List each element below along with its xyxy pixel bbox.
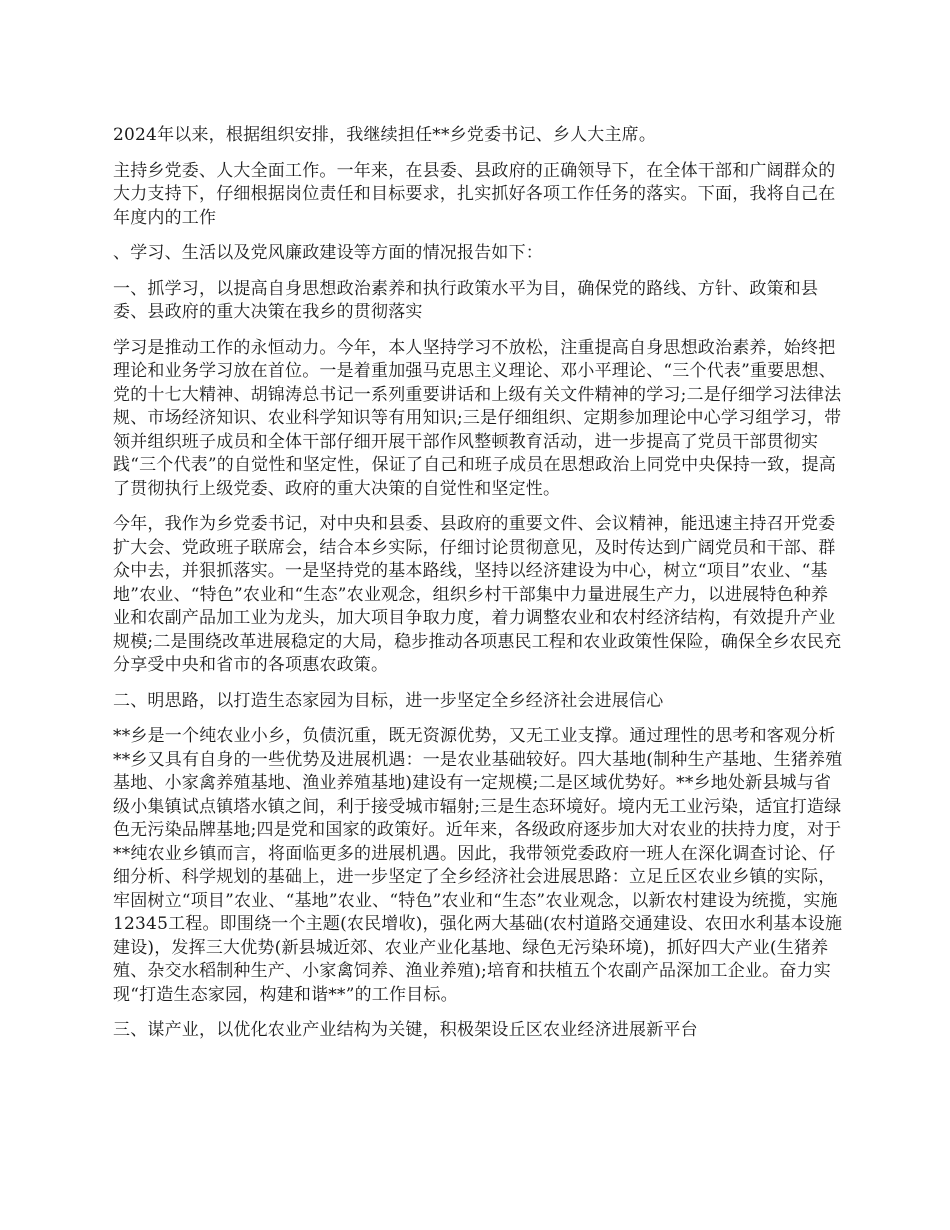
paragraph-overview-continued: 、学习、生活以及党风廉政建设等方面的情况报告如下： <box>113 243 543 263</box>
paragraph-study: 学习是推动工作的永恒动力。今年，本人坚持学习不放松，注重提高自身思想政治素养，始终把理论和业务学习放在首位。一是着重加强马克思主义理论、邓小平理论、“三个代表”重要思想、党的十七大精神、胡锦涛总书记一系列重要讲话和上级有关文件精神的学习;二是仔细学习法律法规、市场经济知识、农业科学知识等有用知识;三是仔细组织、定期参加理论中心学习组学习，带领并组织班子成员和全体干部仔细开展干部作风整顿教育活动，进一步提高了党员干部贯彻实践“三个代表”的自觉性和坚定性，保证了自己和班子成员在思想政治上同党中央保持一致，提高了贯彻执行上级党委、政府的重大决策的自觉性和坚定性。 <box>113 337 842 499</box>
paragraph-intro: 2024年以来，根据组织安排，我继续担任**乡党委书记、乡人大主席。 <box>113 125 657 145</box>
section-heading-3: 三、谋产业，以优化农业产业结构为关键，积极架设丘区农业经济进展新平台 <box>113 1020 698 1040</box>
document-body <box>113 124 843 1055</box>
paragraph-party-work: 今年，我作为乡党委书记，对中央和县委、县政府的重要文件、会议精神，能迅速主持召开党委扩大会、党政班子联席会，结合本乡实际，仔细讨论贯彻意见，及时传达到广阔党员和干部、群众中去，并狠抓落实。一是坚持党的基本路线，坚持以经济建设为中心，树立“项目”农业、“基地”农业、“特色”农业和“生态”农业观念，组织乡村干部集中力量进展生产力，以进展特色种养业和农副产品加工业为龙头，加大项目争取力度，着力调整农业和农村经济结构，有效提升产业规模;二是围绕改革进展稳定的大局，稳步推动各项惠民工程和农业政策性保险，确保全乡农民充分享受中央和省市的各项惠农政策。 <box>113 514 842 675</box>
paragraph-overview: 主持乡党委、人大全面工作。一年来，在县委、县政府的正确领导下，在全体干部和广阔群众的大力支持下，仔细根据岗位责任和目标要求，扎实抓好各项工作任务的落实。下面，我将自己在年度内的工作 <box>113 160 836 228</box>
paragraph-development: **乡是一个纯农业小乡，负债沉重，既无资源优势，又无工业支撑。通过理性的思考和客观分析**乡又具有自身的一些优势及进展机遇：一是农业基础较好。四大基地(制种生产基地、生猪养殖基地、小家禽养殖基地、渔业养殖基地)建设有一定规模;二是区域优势好。**乡地处新县城与省级小集镇试点镇塔水镇之间，利于接受城市辐射;三是生态环境好。境内无工业污染，适宜打造绿色无污染品牌基地;四是党和国家的政策好。近年来，各级政府逐步加大对农业的扶持力度，对于**纯农业乡镇而言，将面临更多的进展机遇。因此，我带领党委政府一班人在深化调查讨论、仔细分析、科学规划的基础上，进一步坚定了全乡经济社会进展思路：立足丘区农业乡镇的实际，牢固树立“项目”农业、“基地”农业、“特色”农业和“生态”农业观念，以新农村建设为统揽，实施12345工程。即围绕一个主题(农民增收)，强化两大基础(农村道路交通建设、农田水利基本设施建设)，发挥三大优势(新县城近郊、农业产业化基地、绿色无污染环境)，抓好四大产业(生猪养殖、杂交水稻制种生产、小家禽饲养、渔业养殖);培育和扶植五个农副产品深加工企业。奋力实现“打造生态家园，构建和谐**”的工作目标。 <box>113 726 843 1005</box>
section-heading-1: 一、抓学习，以提高自身思想政治素养和执行政策水平为目，确保党的路线、方针、政策和县委、县政府的重大决策在我乡的贯彻落实 <box>113 278 819 322</box>
section-heading-2: 二、明思路，以打造生态家园为目标，进一步坚定全乡经济社会进展信心 <box>113 690 664 711</box>
